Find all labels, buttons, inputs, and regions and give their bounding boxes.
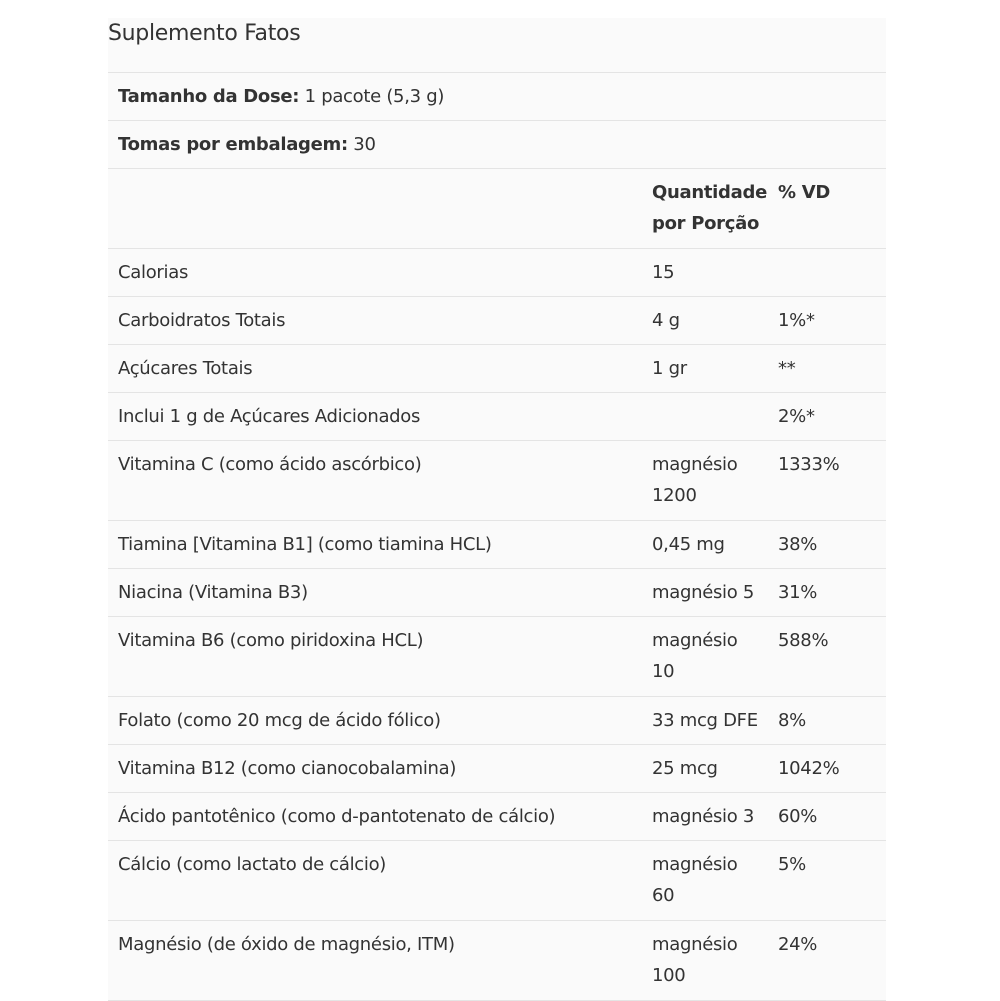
table-row	[108, 745, 886, 793]
nutrient-amount-line2: 100	[652, 965, 686, 986]
nutrient-name: Tiamina [Vitamina B1] (como tiamina HCL)	[118, 534, 492, 555]
nutrient-name: Cálcio (como lactato de cálcio)	[118, 854, 387, 875]
nutrient-amount	[652, 801, 772, 832]
supplement-facts-table	[108, 18, 886, 1000]
nutrient-amount	[652, 305, 772, 336]
nutrient-amount	[652, 705, 772, 736]
nutrient-amount-line2: 60	[652, 885, 675, 906]
table-row	[108, 569, 886, 617]
nutrient-name: Inclui 1 g de Açúcares Adicionados	[118, 406, 421, 427]
nutrient-amount-line2: 1200	[652, 485, 697, 506]
nutrient-amount	[652, 449, 772, 511]
nutrient-daily-value: 60%	[778, 806, 818, 827]
amount-header	[652, 177, 772, 239]
nutrient-amount	[652, 529, 772, 560]
table-row	[108, 345, 886, 393]
nutrient-name: Niacina (Vitamina B3)	[118, 582, 308, 603]
nutrient-amount	[652, 849, 772, 911]
nutrient-amount-line1: magnésio	[652, 630, 738, 651]
nutrient-name: Folato (como 20 mcg de ácido fólico)	[118, 710, 441, 731]
servings-per-container-row	[108, 121, 886, 169]
table-row	[108, 441, 886, 521]
nutrient-amount-line1: 4 g	[652, 310, 680, 331]
nutrient-amount-line1: magnésio	[652, 454, 738, 475]
serving-size-value: 1 pacote (5,3 g)	[299, 86, 445, 107]
nutrient-amount-line1: 25 mcg	[652, 758, 718, 779]
table-row	[108, 921, 886, 1001]
table-row	[108, 697, 886, 745]
nutrient-amount-line1: magnésio	[652, 854, 738, 875]
nutrient-name: Açúcares Totais	[118, 358, 253, 379]
nutrient-name: Vitamina B6 (como piridoxina HCL)	[118, 630, 424, 651]
nutrient-daily-value: 8%	[778, 710, 806, 731]
nutrient-amount-line1: magnésio	[652, 934, 738, 955]
nutrient-amount-line1: 33 mcg DFE	[652, 710, 758, 731]
nutrient-daily-value: 24%	[778, 934, 818, 955]
servings-per-container-label: Tomas por embalagem:	[118, 134, 348, 155]
nutrient-name: Calorias	[118, 262, 189, 283]
table-row	[108, 617, 886, 697]
dv-header: % VD	[778, 182, 830, 203]
title-row	[108, 18, 886, 73]
table-row	[108, 793, 886, 841]
nutrient-daily-value: 5%	[778, 854, 806, 875]
table-row	[108, 393, 886, 441]
nutrient-daily-value: 1%*	[778, 310, 815, 331]
column-header-row	[108, 169, 886, 249]
nutrient-amount-line1: 15	[652, 262, 675, 283]
table-row	[108, 249, 886, 297]
nutrient-amount-line2: 10	[652, 661, 675, 682]
nutrient-amount	[652, 577, 772, 608]
nutrient-amount	[652, 753, 772, 784]
nutrient-daily-value: 2%*	[778, 406, 815, 427]
nutrient-daily-value: 1042%	[778, 758, 840, 779]
nutrient-name: Magnésio (de óxido de magnésio, ITM)	[118, 934, 455, 955]
nutrient-amount-line1: magnésio 5	[652, 582, 755, 603]
nutrient-amount	[652, 929, 772, 991]
nutrient-name: Ácido pantotênico (como d-pantotenato de cálcio)	[118, 806, 556, 827]
serving-size	[118, 81, 818, 112]
nutrient-daily-value: **	[778, 358, 796, 379]
amount-header-line2: por Porção	[652, 213, 760, 234]
nutrient-amount	[652, 625, 772, 687]
servings-per-container-value: 30	[347, 134, 376, 155]
amount-header-line1: Quantidade	[652, 182, 767, 203]
nutrient-name: Carboidratos Totais	[118, 310, 286, 331]
nutrient-daily-value: 1333%	[778, 454, 840, 475]
nutrient-name: Vitamina C (como ácido ascórbico)	[118, 454, 422, 475]
serving-size-label: Tamanho da Dose:	[118, 86, 300, 107]
nutrient-daily-value: 31%	[778, 582, 818, 603]
nutrient-amount-line1: magnésio 3	[652, 806, 755, 827]
nutrient-amount-line1: 1 gr	[652, 358, 687, 379]
nutrient-amount	[652, 353, 772, 384]
table-row	[108, 841, 886, 921]
serving-size-row	[108, 73, 886, 121]
table-row	[108, 297, 886, 345]
nutrient-daily-value: 588%	[778, 630, 829, 651]
nutrient-name: Vitamina B12 (como cianocobalamina)	[118, 758, 457, 779]
nutrient-amount	[652, 257, 772, 288]
servings-per-container	[118, 129, 818, 160]
table-row	[108, 521, 886, 569]
nutrient-amount-line1: 0,45 mg	[652, 534, 725, 555]
page-title: Suplemento Fatos	[108, 21, 301, 46]
nutrient-daily-value: 38%	[778, 534, 818, 555]
